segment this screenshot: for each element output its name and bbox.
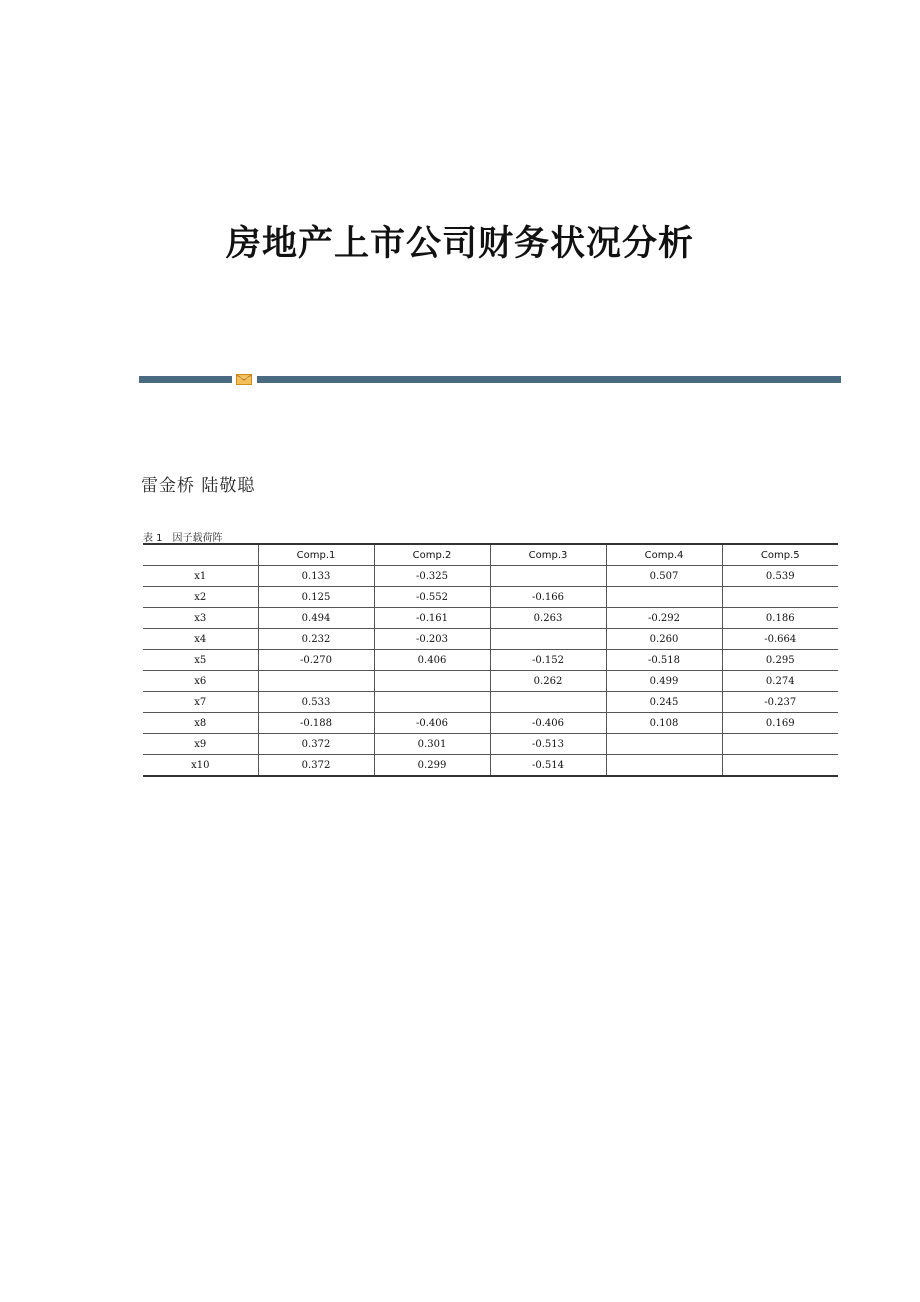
row-label: x3 (143, 608, 258, 629)
table-cell: 0.133 (258, 566, 374, 587)
section-divider (139, 374, 841, 384)
table-cell: 0.263 (490, 608, 606, 629)
table-cell (258, 671, 374, 692)
table-cell: 0.372 (258, 734, 374, 755)
table-row (143, 692, 838, 713)
table-cell (722, 587, 838, 608)
table-cell: -0.203 (374, 629, 490, 650)
column-header: Comp.5 (722, 544, 838, 566)
table-cell: 0.499 (606, 671, 722, 692)
authors-line: 雷金桥 陆敬聪 (141, 476, 256, 496)
row-label: x4 (143, 629, 258, 650)
table-cell: 0.232 (258, 629, 374, 650)
envelope-icon (236, 374, 252, 385)
row-label: x9 (143, 734, 258, 755)
table-cell: 0.262 (490, 671, 606, 692)
table-cell (374, 692, 490, 713)
table-row (143, 734, 838, 755)
table-cell: -0.406 (374, 713, 490, 734)
table-cell: -0.152 (490, 650, 606, 671)
table-header-row (143, 544, 838, 566)
table-row (143, 671, 838, 692)
document-title: 房地产上市公司财务状况分析 (225, 223, 694, 264)
column-header: Comp.2 (374, 544, 490, 566)
table-row (143, 566, 838, 587)
table-cell: -0.518 (606, 650, 722, 671)
table-cell: 0.301 (374, 734, 490, 755)
row-label: x8 (143, 713, 258, 734)
table-caption-title: 因子载荷阵 (172, 533, 223, 544)
table-cell: 0.372 (258, 755, 374, 777)
table-cell: 0.494 (258, 608, 374, 629)
table-cell: 0.533 (258, 692, 374, 713)
divider-bar-left (139, 376, 232, 383)
table-cell: -0.664 (722, 629, 838, 650)
table-cell: 0.108 (606, 713, 722, 734)
table-cell: -0.406 (490, 713, 606, 734)
column-header: Comp.4 (606, 544, 722, 566)
table-cell: -0.292 (606, 608, 722, 629)
table-cell: 0.260 (606, 629, 722, 650)
table-cell: -0.188 (258, 713, 374, 734)
table-row (143, 587, 838, 608)
table-cell: 0.299 (374, 755, 490, 777)
table-cell: 0.406 (374, 650, 490, 671)
table-cell: -0.552 (374, 587, 490, 608)
divider-bar-right (257, 376, 841, 383)
table-cell (722, 734, 838, 755)
table-cell: -0.237 (722, 692, 838, 713)
table-row (143, 629, 838, 650)
table-cell: 0.507 (606, 566, 722, 587)
table-caption (143, 529, 223, 544)
table-cell: 0.125 (258, 587, 374, 608)
table-cell: 0.245 (606, 692, 722, 713)
table-cell (490, 692, 606, 713)
table-row (143, 755, 838, 777)
table-cell: -0.513 (490, 734, 606, 755)
table-cell (606, 734, 722, 755)
table-cell: 0.274 (722, 671, 838, 692)
row-label: x1 (143, 566, 258, 587)
table-row (143, 650, 838, 671)
table-cell: -0.161 (374, 608, 490, 629)
table-cell: 0.169 (722, 713, 838, 734)
table-cell: 0.295 (722, 650, 838, 671)
table-row (143, 713, 838, 734)
table-caption-label: 表 1 (143, 533, 163, 544)
row-label: x5 (143, 650, 258, 671)
table-cell (722, 755, 838, 777)
table-row (143, 608, 838, 629)
table-cell: 0.186 (722, 608, 838, 629)
table-cell (490, 566, 606, 587)
table-cell: 0.539 (722, 566, 838, 587)
table-cell: -0.325 (374, 566, 490, 587)
table-cell (606, 755, 722, 777)
table-cell: -0.514 (490, 755, 606, 777)
table-cell (606, 587, 722, 608)
table-cell: -0.166 (490, 587, 606, 608)
row-label: x7 (143, 692, 258, 713)
row-label: x6 (143, 671, 258, 692)
column-header: Comp.1 (258, 544, 374, 566)
column-header: Comp.3 (490, 544, 606, 566)
column-header (143, 544, 258, 566)
table-cell (490, 629, 606, 650)
table-cell: -0.270 (258, 650, 374, 671)
row-label: x2 (143, 587, 258, 608)
table-cell (374, 671, 490, 692)
row-label: x10 (143, 755, 258, 777)
factor-loading-table (143, 543, 838, 777)
